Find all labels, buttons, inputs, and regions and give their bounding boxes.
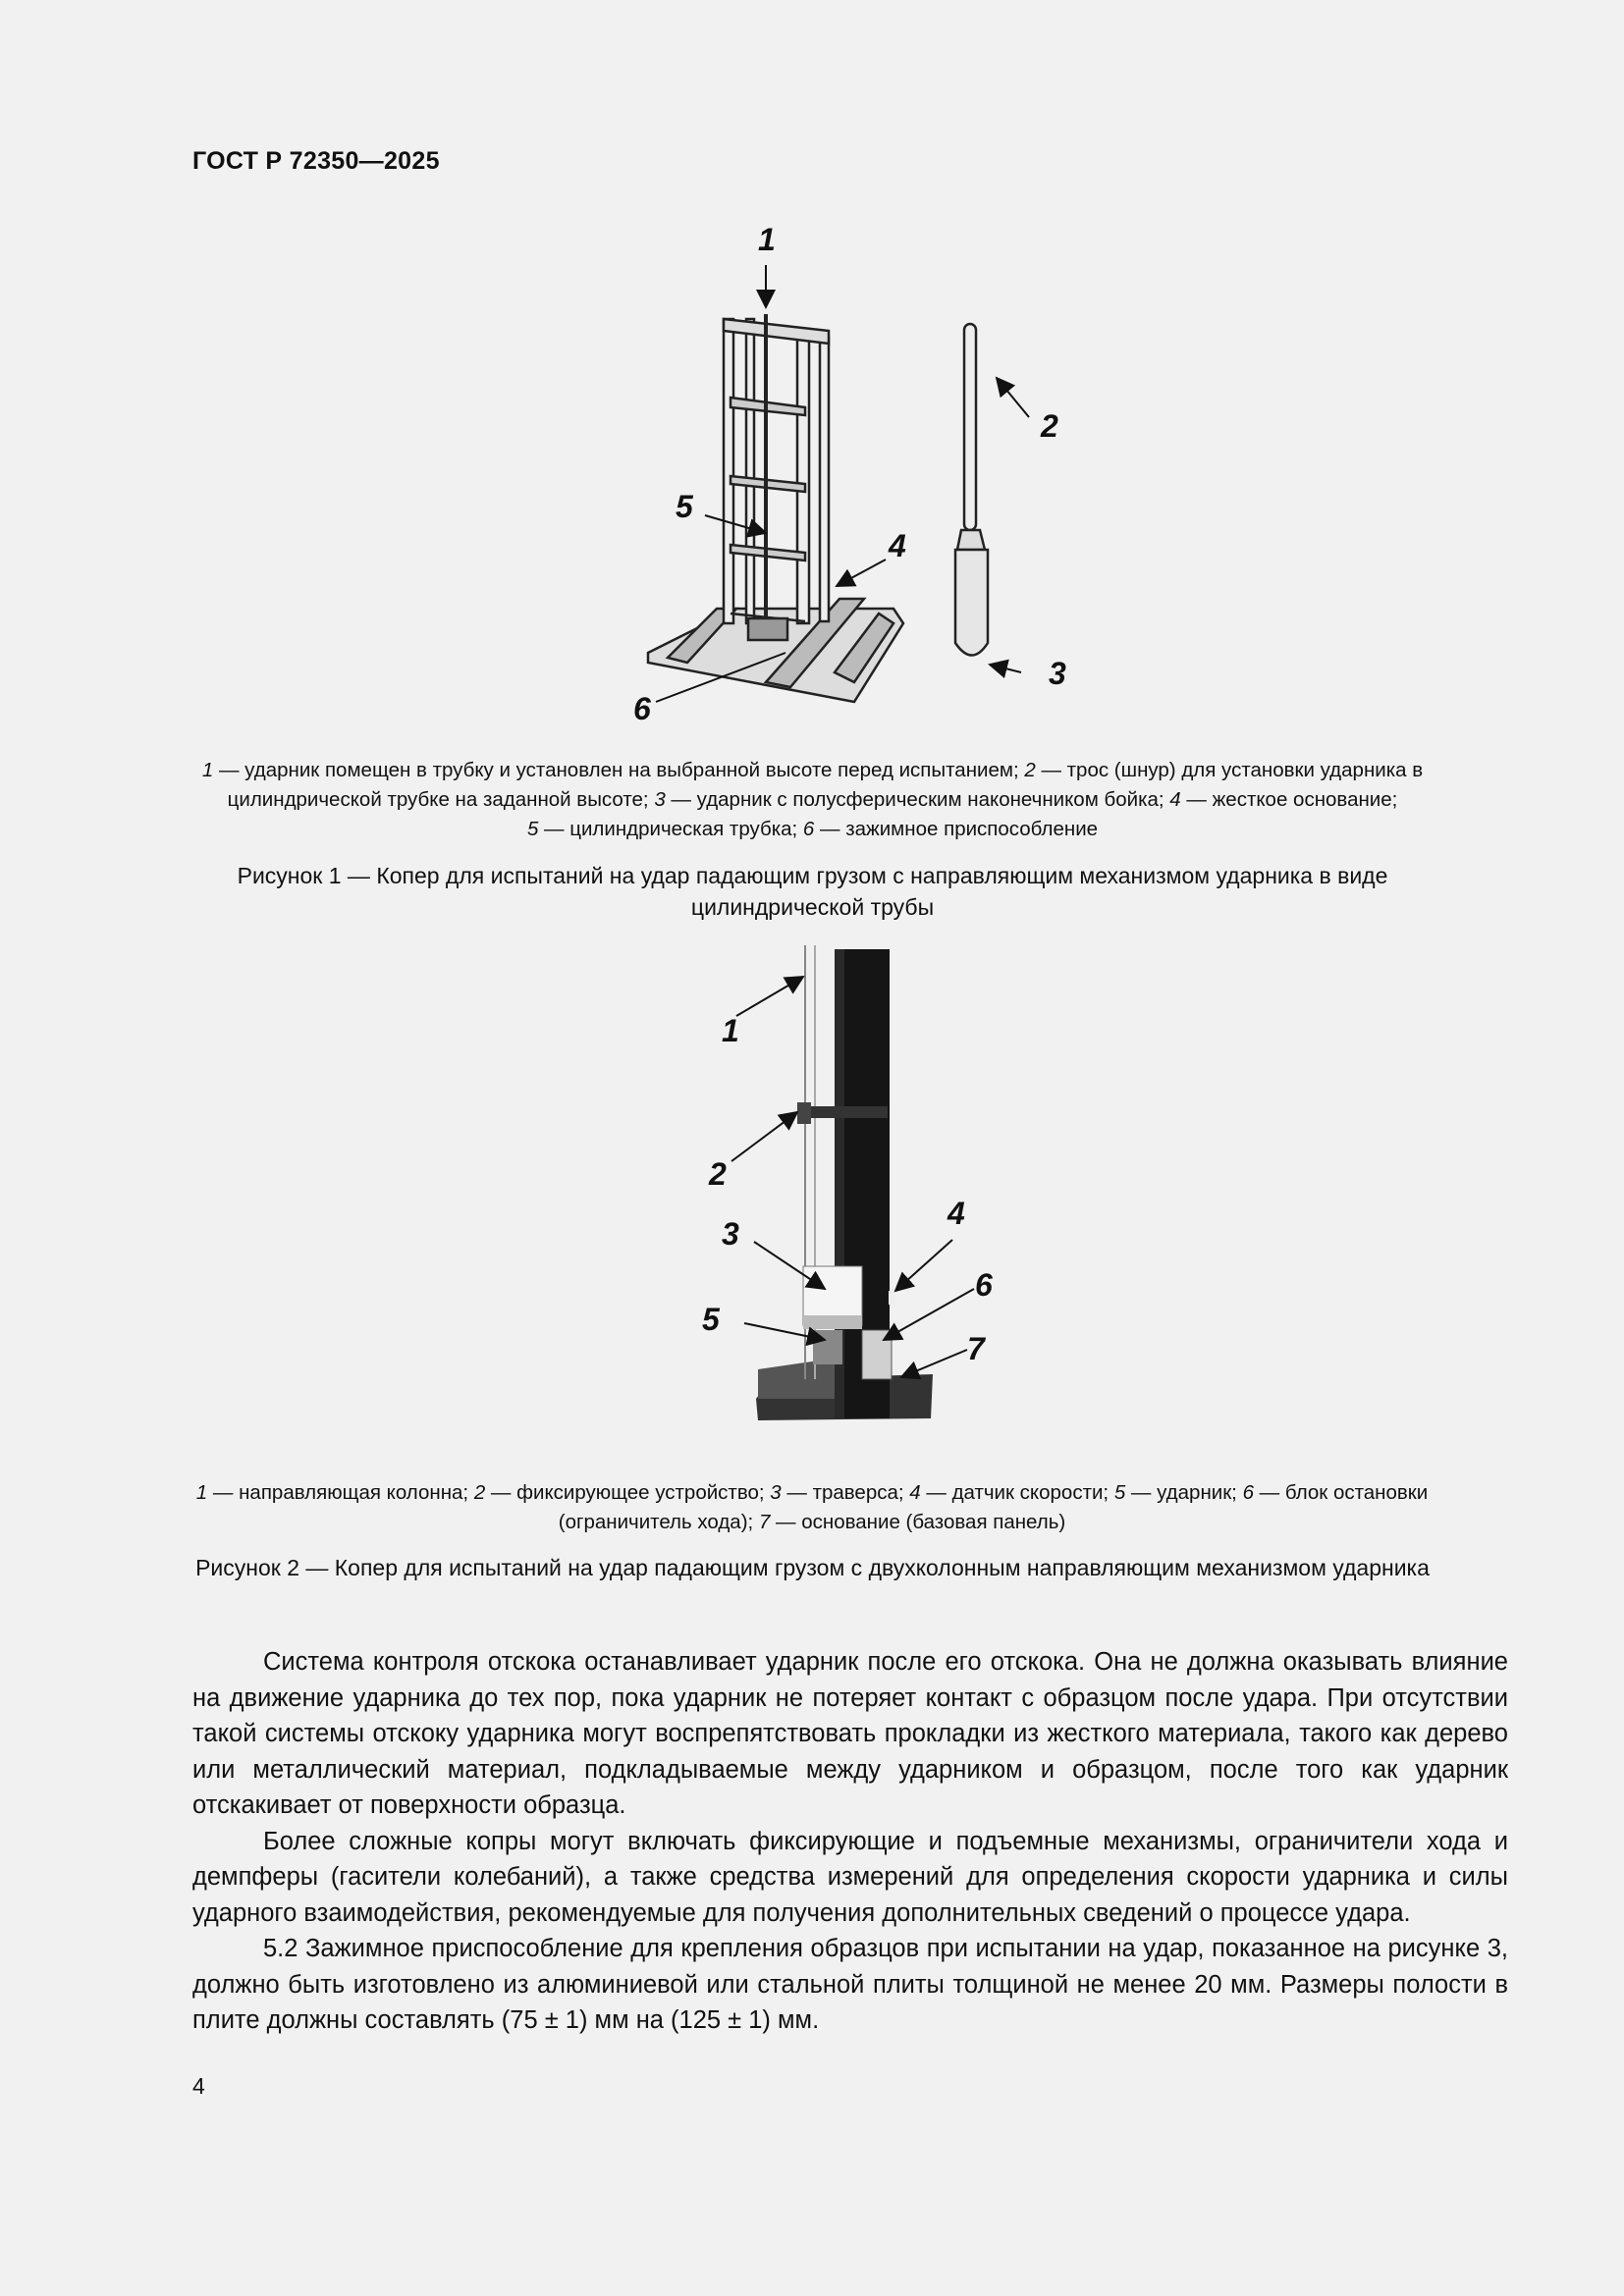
figure-1-label-4: 4 (889, 528, 906, 563)
figure-1-caption: Рисунок 1 — Копер для испытаний на удар падающим грузом с направляющим механизмом ударника в виде цилиндрической трубы (237, 863, 1388, 920)
figure-1-label-6: 6 (633, 691, 651, 726)
legend-num: 7 (758, 1511, 771, 1533)
legend-num: 1 (195, 1481, 208, 1504)
figure-1-legend (187, 756, 1438, 844)
figure-2-legend (164, 1478, 1460, 1537)
legend-text: — основание (базовая панель) (770, 1511, 1066, 1533)
legend-text: — фиксирующее устройство; (485, 1481, 771, 1504)
legend-num: 5 (526, 818, 539, 840)
legend-num: 6 (1242, 1481, 1254, 1504)
legend-text: — датчик скорости; (920, 1481, 1114, 1504)
figure-2-label-4: 4 (947, 1196, 965, 1231)
legend-text: — жесткое основание; (1180, 788, 1398, 811)
figure-1-drawing (628, 221, 1100, 731)
legend-text: — ударник с полусферическим наконечником бойка; (665, 788, 1170, 811)
figure-2-label-6: 6 (975, 1267, 993, 1303)
figure-1-label-1: 1 (758, 222, 776, 257)
legend-num: 4 (1169, 788, 1181, 811)
legend-num: 4 (909, 1481, 921, 1504)
legend-text: — зажимное приспособление (814, 818, 1099, 840)
legend-num: 6 (802, 818, 815, 840)
paragraph: 5.2 Зажимное приспособление для крепления образцов при испытании на удар, показанное на рисунке 3, должно быть изготовлено из алюминиевой или стальной плиты толщиной не менее 20 мм. Размеры полости в плите должны составлять (75 ± 1) мм на (125 ± 1) мм. (192, 1935, 1508, 2034)
legend-text: — блок остановки (ограничитель хода); (558, 1481, 1429, 1533)
figure-1-label-2: 2 (1041, 408, 1058, 444)
legend-text: — ударник; (1125, 1481, 1243, 1504)
legend-num: 1 (201, 759, 214, 781)
legend-num: 3 (770, 1481, 782, 1504)
figure-2-caption: Рисунок 2 — Копер для испытаний на удар падающим грузом с двухколонным направляющим механизмом ударника (195, 1555, 1430, 1580)
figure-2-label-5: 5 (702, 1302, 720, 1337)
legend-num: 3 (654, 788, 666, 811)
legend-num: 5 (1113, 1481, 1126, 1504)
legend-num: 2 (1024, 759, 1036, 781)
legend-text: — цилиндрическая трубка; (538, 818, 803, 840)
page-number: 4 (192, 2073, 205, 2099)
figure-2-drawing (687, 937, 1021, 1428)
figure-2-label-2: 2 (709, 1156, 727, 1192)
legend-text: — ударник помещен в трубку и установлен на выбранной высоте перед испытанием; (213, 759, 1025, 781)
legend-text: — трос (шнур) для установки ударника в цилиндрической трубке на заданной высоте; (227, 759, 1424, 811)
document-header: ГОСТ Р 72350—2025 (192, 147, 440, 175)
paragraph: Более сложные копры могут включать фиксирующие и подъемные механизмы, ограничители хода и демпферы (гасители колебаний), а также средства измерений для определения скорости ударника и силы ударного взаимодействия, рекомендуемые для получения дополнительных сведений о процессе удара. (192, 1827, 1508, 1927)
legend-text: — направляющая колонна; (207, 1481, 474, 1504)
body-text (192, 1644, 1508, 2039)
figure-2-label-7: 7 (967, 1331, 985, 1366)
figure-2-label-3: 3 (722, 1216, 739, 1252)
legend-text: — траверса; (781, 1481, 910, 1504)
figure-2-label-1: 1 (722, 1013, 739, 1048)
legend-num: 2 (473, 1481, 486, 1504)
figure-1-label-3: 3 (1049, 656, 1066, 691)
figure-1-label-5: 5 (676, 489, 693, 524)
paragraph: Система контроля отскока останавливает ударник после его отскока. Она не должна оказывать влияние на движение ударника до тех пор, пока ударник не потеряет контакт с образцом после удара. При отсутствии такой системы отскоку ударника могут воспрепятствовать прокладки из жесткого материала, такого как дерево или металлический материал, подкладываемые между ударником и образцом, после того как ударник отскакивает от поверхности образца. (192, 1648, 1508, 1819)
